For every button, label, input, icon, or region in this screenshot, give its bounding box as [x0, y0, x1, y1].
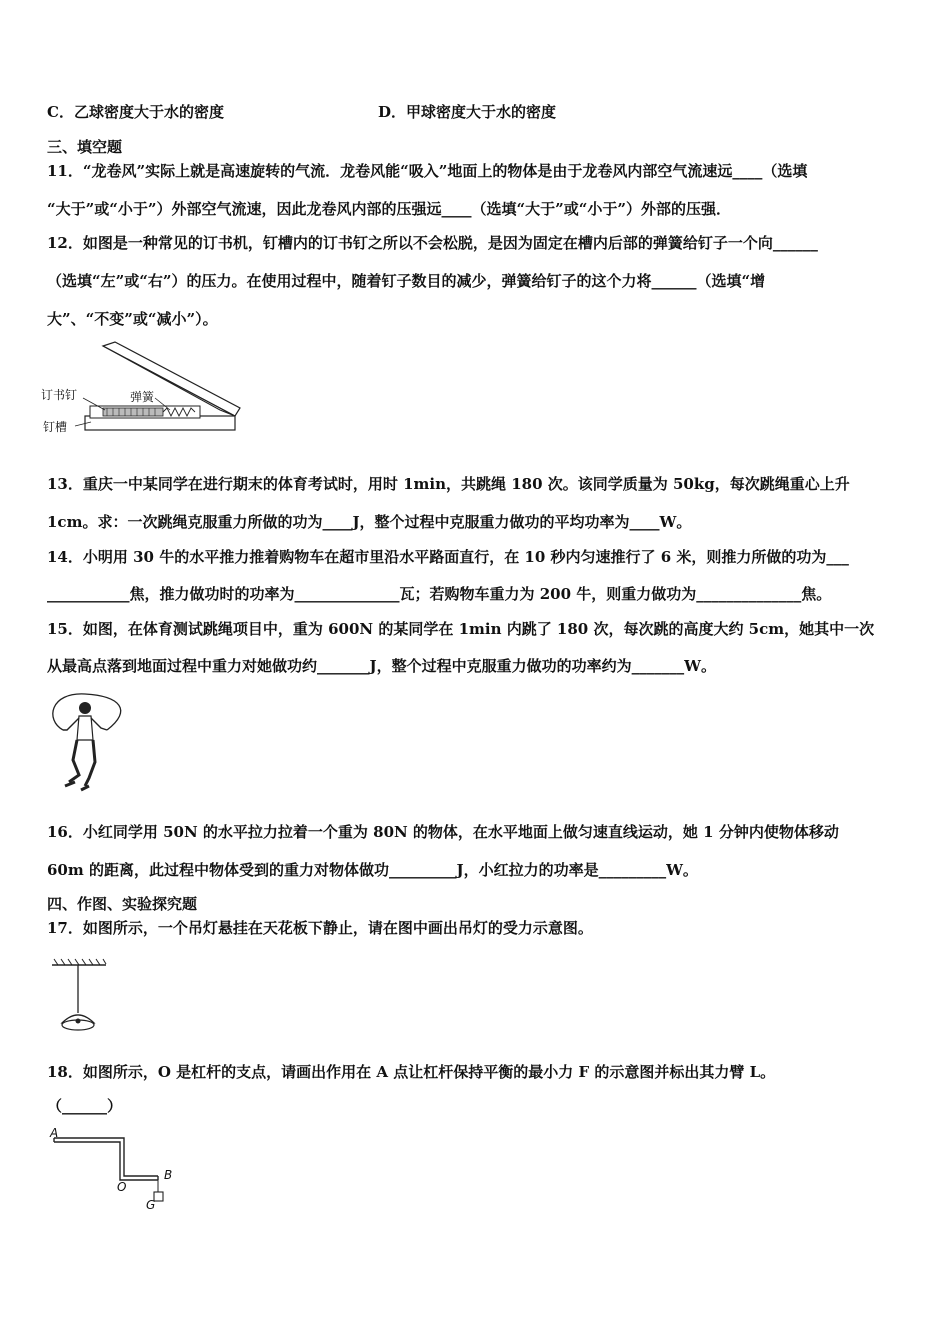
q13-line1: 13．重庆一中某同学在进行期末的体育考试时，用时 1min，共跳绳 180 次。该同学质量为 50kg，每次跳绳重心上升 [47, 475, 850, 493]
q18-answer-blank: （______） [47, 1097, 123, 1115]
q12-line3: 大”、“不变”或“减小”）。 [47, 310, 218, 328]
q14-line2: ___________焦，推力做功时的功率为______________瓦；若购物车重力为 200 牛，则重力做功为______________焦。 [47, 585, 832, 603]
q15-line1: 15．如图，在体育测试跳绳项目中，重为 600N 的某同学在 1min 内跳了 180 次，每次跳的高度大约 5cm，她其中一次 [47, 620, 875, 638]
section-4-title: 四、作图、实验探究题 [47, 895, 198, 913]
label-g: G [146, 1198, 156, 1212]
section-3-title: 三、填空题 [47, 138, 123, 156]
jump-rope-figure [45, 690, 135, 800]
option-d: D．甲球密度大于水的密度 [378, 103, 557, 121]
label-staple: 订书钉 [41, 388, 78, 402]
q12-line1: 12．如图是一种常见的订书机，钉槽内的订书钉之所以不会松脱，是因为固定在槽内后部的弹簧给钉子一个向______ [47, 234, 818, 252]
label-b: B [164, 1168, 173, 1182]
q11-line2: “大于”或“小于”）外部空气流速，因此龙卷风内部的压强远____（选填“大于”或“小于”）外部的压强． [47, 200, 732, 218]
q15-line2: 从最高点落到地面过程中重力对她做功约_______J，整个过程中克服重力做功的功率约为_______W。 [47, 657, 716, 675]
q17-line1: 17．如图所示，一个吊灯悬挂在天花板下静止，请在图中画出吊灯的受力示意图。 [47, 919, 593, 937]
q16-line1: 16．小红同学用 50N 的水平拉力拉着一个重为 80N 的物体，在水平地面上做匀速直线运动，她 1 分钟内使物体移动 [47, 823, 839, 841]
stapler-figure [41, 338, 245, 443]
label-o: O [117, 1180, 127, 1194]
q11-line1: 11．“龙卷风”实际上就是高速旋转的气流．龙卷风能“吸入”地面上的物体是由于龙卷风内部空气流速远____（选填 [47, 162, 808, 180]
lever-figure [46, 1128, 176, 1213]
label-a: A [50, 1126, 59, 1140]
q18-line1: 18．如图所示，O 是杠杆的支点，请画出作用在 A 点让杠杆保持平衡的最小力 F 的示意图并标出其力臂 L。 [47, 1063, 776, 1081]
label-slot: 钉槽 [43, 420, 68, 434]
q14-line1: 14．小明用 30 牛的水平推力推着购物车在超市里沿水平路面直行，在 10 秒内匀速推行了 6 米，则推力所做的功为___ [47, 548, 849, 566]
lamp-figure [50, 955, 110, 1040]
q12-line2: （选填“左”或“右”）的压力。在使用过程中，随着钉子数目的减少，弹簧给钉子的这个力将______（选填“增 [47, 272, 766, 290]
label-spring: 弹簧 [130, 390, 155, 404]
option-c: C．乙球密度大于水的密度 [47, 103, 224, 121]
q13-line2: 1cm。求：一次跳绳克服重力所做的功为____J，整个过程中克服重力做功的平均功率为____W。 [47, 513, 692, 531]
q16-line2: 60m 的距离，此过程中物体受到的重力对物体做功_________J，小红拉力的功率是_________W。 [47, 861, 698, 879]
